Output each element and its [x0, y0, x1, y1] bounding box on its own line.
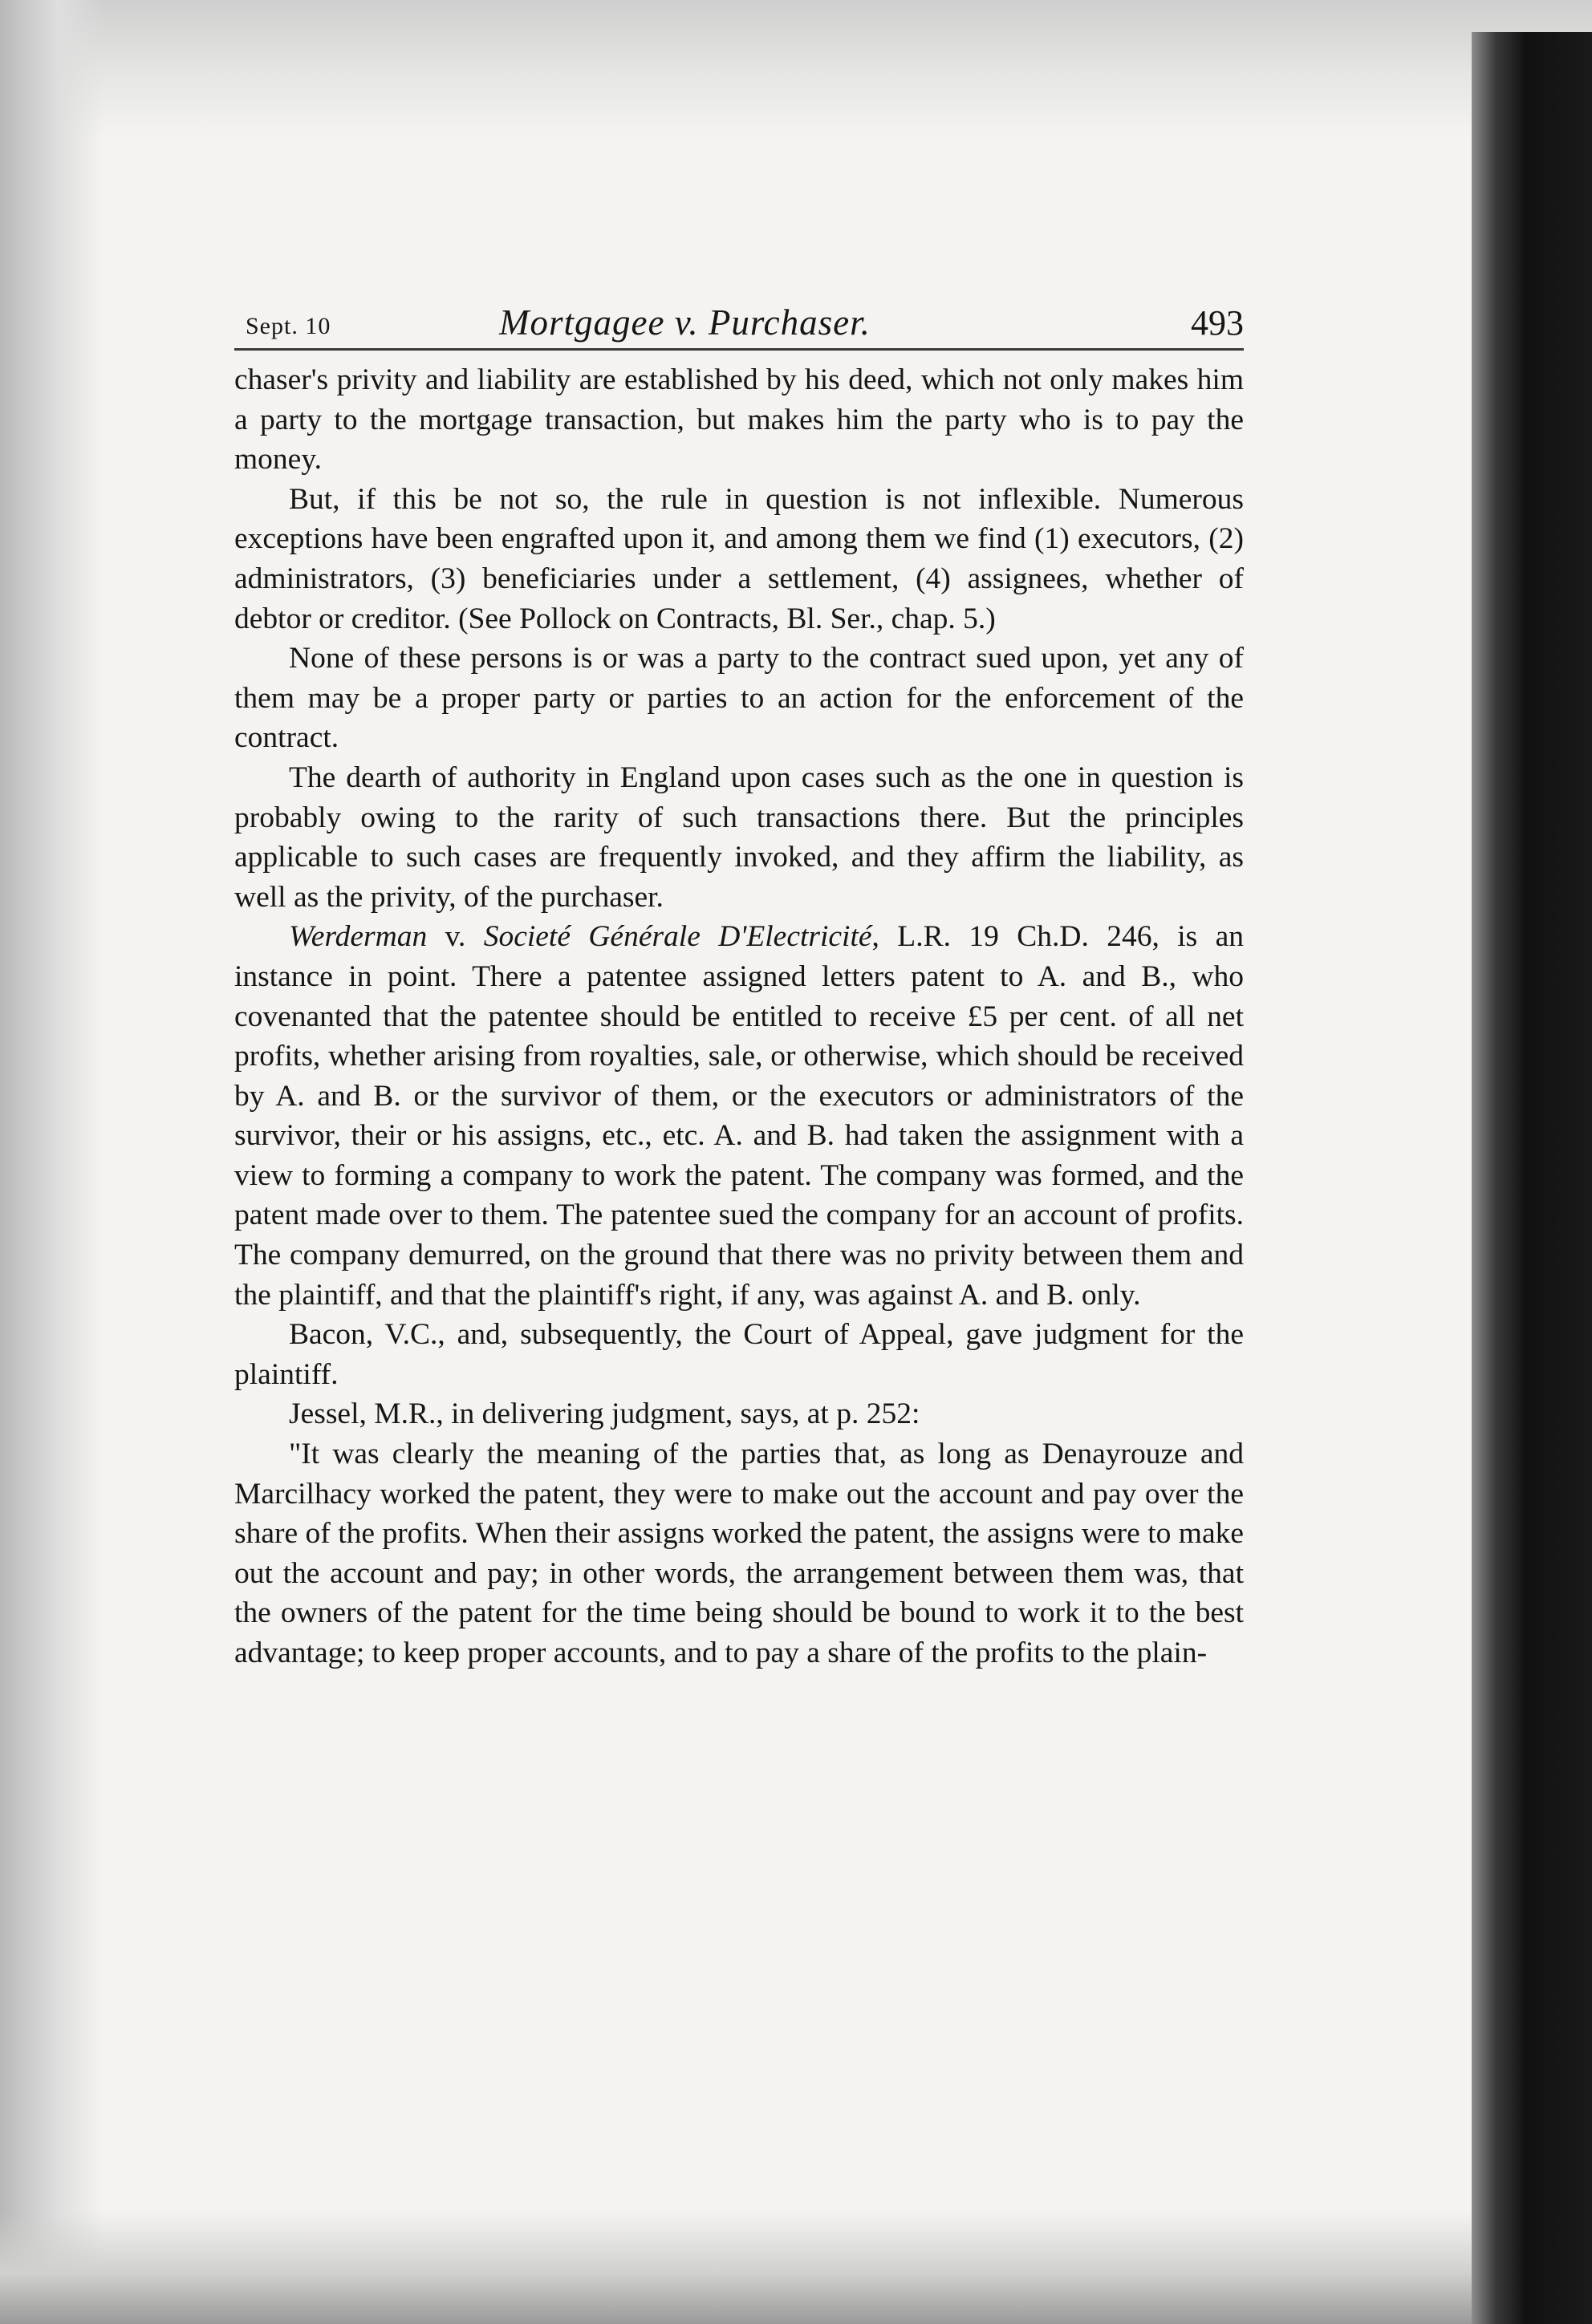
book-page	[234, 297, 1244, 1673]
scan-bottom-edge	[0, 2212, 1592, 2324]
case-name-plaintiff: Werderman	[289, 920, 428, 954]
case-name-defendant: Societé Générale D'Electricité	[483, 920, 872, 954]
scan-top-edge	[0, 0, 1592, 136]
scan-right-edge	[1472, 32, 1592, 2324]
paragraph-parties: None of these persons is or was a party to the contract sued upon, yet any of them may be a proper party or parties to an action for the enforcement of the contract.	[234, 642, 1244, 755]
paragraph-exceptions: But, if this be not so, the rule in question is not inflexible. Numerous exceptions have been engrafted upon it, and among them we find (1) executors, (2) administrators, (3) beneficiaries under a settlement, (4) assignees, whether of debtor or creditor. (See Pollock on Contracts, Bl. Ser., chap. 5.)	[234, 482, 1244, 635]
running-head-date: Sept. 10	[246, 313, 331, 339]
paragraph-werderman-case	[234, 917, 1244, 1315]
case-versus: v.	[427, 920, 484, 954]
running-head	[234, 297, 1244, 351]
paragraph-dearth-of-authority: The dearth of authority in England upon cases such as the one in question is probably owing to the rarity of such transactions there. But the principles applicable to such cases are frequently invoked, and they affirm the liability, as well as the privity, of the purchaser.	[234, 760, 1244, 914]
scan-left-edge	[0, 0, 104, 2324]
paragraph-jessel: Jessel, M.R., in delivering judgment, says, at p. 252:	[289, 1397, 920, 1431]
paragraph-quotation: "It was clearly the meaning of the parties that, as long as Denayrouze and Marcilhacy worked the patent, they were to make out the account and pay over the share of the profits. When their assigns worked the patent, the assigns were to make out the account and pay; in other words, the arrangement between them was, that the owners of the patent for the time being should be bound to work it to the best advantage; to keep proper accounts, and to pay a share of the profits to the plain-	[234, 1438, 1244, 1669]
paragraph-judgment: Bacon, V.C., and, subsequently, the Court of Appeal, gave judgment for the plaintiff.	[234, 1318, 1244, 1391]
page-number: 493	[1191, 303, 1244, 343]
paragraph-continuation: chaser's privity and liability are established by his deed, which not only makes him a party to the mortgage transaction, but makes him the party who is to pay the money.	[234, 363, 1244, 477]
case-description: , L.R. 19 Ch.D. 246, is an instance in point. There a patentee assigned letters patent to A. and B., who covenanted that the patentee should be entitled to receive £5 per cent. of all net profits, whether arising from royalties, sale, or otherwise, which should be received by A. and B. or the survivor of them, or the executors or administrators of the survivor, their or his assigns, etc., etc. A. and B. had taken the assignment with a view to forming a company to work the patent. The company was formed, and the patent made over to them. The patentee sued the company for an account of profits. The company demurred, on the ground that there was no privity between them and the plaintiff, and that the plaintiff's right, if any, was against A. and B. only.	[234, 920, 1244, 1312]
running-head-title: Mortgagee v. Purchaser.	[499, 302, 871, 343]
body-text	[234, 360, 1244, 1673]
